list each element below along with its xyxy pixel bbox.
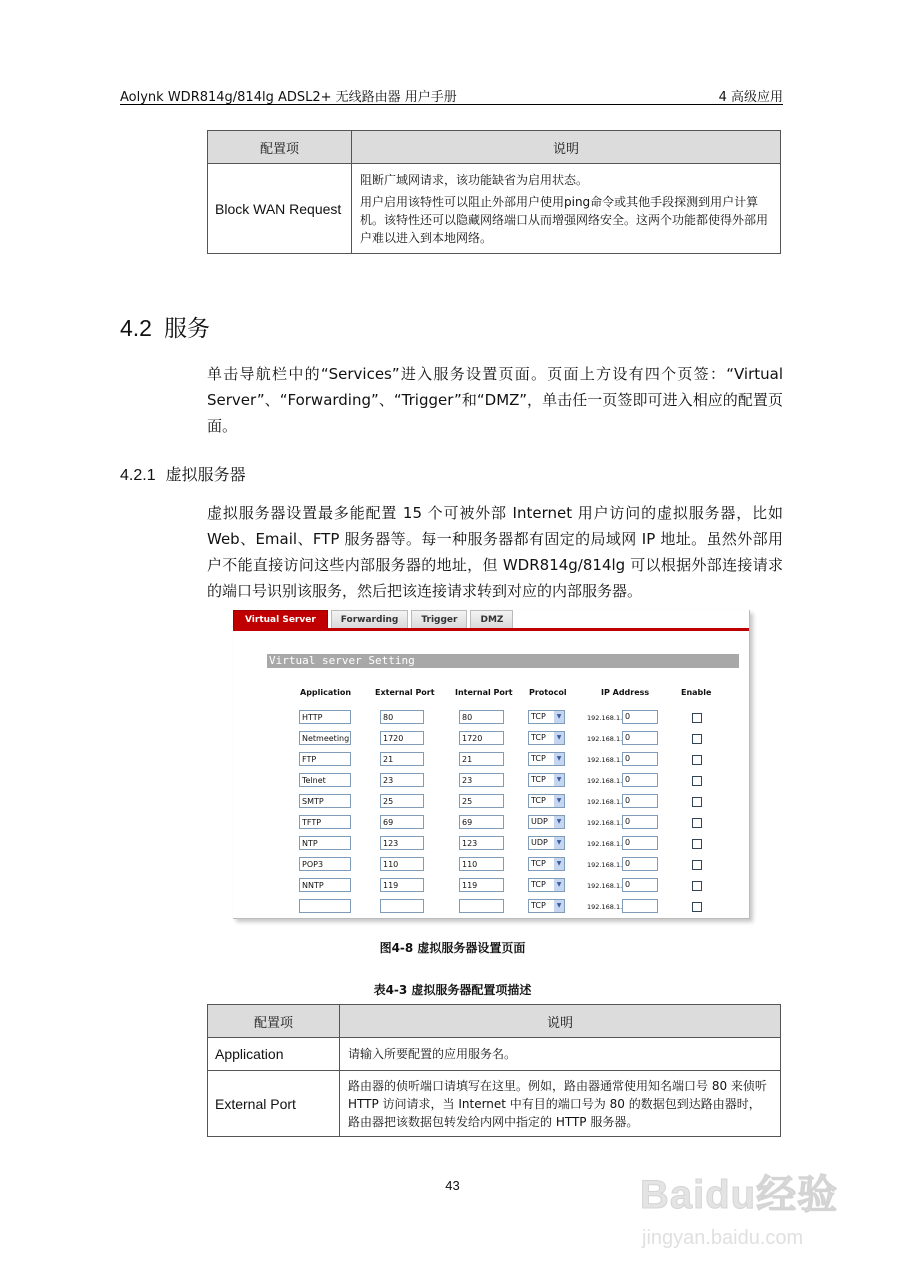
chevron-down-icon: ▼: [554, 795, 564, 807]
protocol-value: TCP: [531, 859, 546, 868]
table-header-key: 配置项: [208, 131, 352, 164]
desc-line: 用户启用该特性可以阻止外部用户使用ping命令或其他手段探测到用户计算机。该特性还可以隐藏网络端口从而增强网络安全。这两个功能都使得外部用户难以进入到本地网络。: [360, 194, 769, 245]
table-row: [208, 164, 781, 254]
chevron-down-icon: ▼: [554, 858, 564, 870]
protocol-value: UDP: [531, 817, 548, 826]
protocol-value: TCP: [531, 901, 546, 910]
protocol-value: UDP: [531, 838, 548, 847]
paragraph-services: 单击导航栏中的“Services”进入服务设置页面。页面上方设有四个页签：“Virtual Server”、“Forwarding”、“Trigger”和“DMZ”，单击任一页签即可进入相应的配置页面。: [207, 365, 783, 435]
baidu-watermark: [640, 1143, 850, 1273]
protocol-value: TCP: [531, 796, 546, 805]
header-rule: [120, 104, 783, 105]
column-header-application: Application: [300, 688, 352, 697]
ip-address-input[interactable]: 0: [622, 836, 658, 850]
ip-prefix: 192.168.1.: [587, 819, 623, 827]
table-row: [233, 836, 749, 852]
table-cell-key: Block WAN Request: [208, 164, 352, 254]
table-row: [233, 731, 749, 747]
column-header-protocol: Protocol: [529, 688, 567, 697]
protocol-select[interactable]: [528, 731, 565, 745]
enable-checkbox[interactable]: [692, 776, 702, 786]
table-row: [208, 1038, 781, 1071]
subsection-heading: [120, 462, 246, 485]
internal-port-input[interactable]: 25: [459, 794, 504, 808]
ip-address-input[interactable]: 0: [622, 857, 658, 871]
internal-port-input[interactable]: [459, 899, 504, 913]
ip-address-input[interactable]: 0: [622, 794, 658, 808]
table-row: [233, 899, 749, 915]
ip-prefix: 192.168.1.: [587, 882, 623, 890]
application-input[interactable]: FTP: [299, 752, 351, 766]
external-port-input[interactable]: 110: [380, 857, 424, 871]
ip-prefix: 192.168.1.: [587, 735, 623, 743]
subsection-number: 4.2.1: [120, 467, 156, 484]
protocol-select[interactable]: [528, 857, 565, 871]
protocol-select[interactable]: [528, 794, 565, 808]
external-port-input[interactable]: 23: [380, 773, 424, 787]
enable-checkbox[interactable]: [692, 734, 702, 744]
application-input[interactable]: Telnet: [299, 773, 351, 787]
ip-prefix: 192.168.1.: [587, 714, 623, 722]
enable-checkbox[interactable]: [692, 881, 702, 891]
chevron-down-icon: ▼: [554, 732, 564, 744]
running-header-left: Aolynk WDR814g/814lg ADSL2+ 无线路由器 用户手册: [120, 90, 457, 105]
protocol-select[interactable]: [528, 710, 565, 724]
page-number: 43: [445, 1178, 460, 1193]
external-port-input[interactable]: 1720: [380, 731, 424, 745]
ip-prefix: 192.168.1.: [587, 840, 623, 848]
subsection-title: 虚拟服务器: [165, 465, 246, 484]
tab-trigger[interactable]: Trigger: [411, 610, 467, 629]
enable-checkbox[interactable]: [692, 713, 702, 723]
config-table-block-wan: [207, 130, 781, 254]
chevron-down-icon: ▼: [554, 879, 564, 891]
chevron-down-icon: ▼: [554, 711, 564, 723]
watermark-logo-text: Baidu经验: [640, 1173, 839, 1217]
config-table-virtual-server: [207, 1004, 781, 1137]
column-header-ip-address: IP Address: [601, 688, 650, 697]
external-port-input[interactable]: 25: [380, 794, 424, 808]
ip-prefix: 192.168.1.: [587, 777, 623, 785]
desc-line: 阻断广域网请求，该功能缺省为启用状态。: [360, 172, 589, 187]
enable-checkbox[interactable]: [692, 755, 702, 765]
section-title: 服务: [163, 316, 210, 342]
ip-address-input[interactable]: 0: [622, 878, 658, 892]
table-row: [208, 1071, 781, 1137]
protocol-select[interactable]: [528, 899, 565, 913]
external-port-input[interactable]: 80: [380, 710, 424, 724]
tab-bar: [233, 610, 516, 629]
ip-prefix: 192.168.1.: [587, 798, 623, 806]
chevron-down-icon: ▼: [554, 816, 564, 828]
application-input[interactable]: NNTP: [299, 878, 351, 892]
protocol-value: TCP: [531, 880, 546, 889]
application-input[interactable]: NTP: [299, 836, 351, 850]
protocol-value: TCP: [531, 754, 546, 763]
table-cell-desc: 路由器的侦听端口请填写在这里。例如，路由器通常使用知名端口号 80 来侦听 HTTP 访问请求，当 Internet 中有目的端口号为 80 的数据包到达路由器时，路由器把该数据包转发给内网中指定的 HTTP 服务器。: [340, 1071, 781, 1137]
virtual-server-screenshot: [233, 610, 750, 919]
ip-prefix: 192.168.1.: [587, 861, 623, 869]
column-header-enable: Enable: [681, 688, 712, 697]
running-header-right: 4 高级应用: [718, 90, 783, 105]
table-header-desc: 说明: [340, 1005, 781, 1038]
settings-section-title: Virtual server Setting: [267, 654, 739, 668]
external-port-input[interactable]: 21: [380, 752, 424, 766]
protocol-select[interactable]: [528, 815, 565, 829]
ip-address-input[interactable]: [622, 899, 658, 913]
table-row: [233, 773, 749, 789]
external-port-input[interactable]: [380, 899, 424, 913]
internal-port-input[interactable]: 23: [459, 773, 504, 787]
application-input[interactable]: HTTP: [299, 710, 351, 724]
table-header-desc: 说明: [352, 131, 781, 164]
paragraph-virtual-server: 虚拟服务器设置最多能配置 15 个可被外部 Internet 用户访问的虚拟服务器，比如Web、Email、FTP 服务器等。每一种服务器都有固定的局域网 IP 地址。虽然外部用户不能直接访问这些内部服务器的地址，但 WDR814g/814lg 可以根据外部连接请求的端口号识别该服务，然后把该连接请求转到对应的内部服务器。: [207, 504, 783, 600]
external-port-input[interactable]: 119: [380, 878, 424, 892]
figure-caption: 图4-8 虚拟服务器设置页面: [379, 941, 526, 955]
internal-port-input[interactable]: 69: [459, 815, 504, 829]
external-port-input[interactable]: 69: [380, 815, 424, 829]
section-heading: [120, 310, 210, 343]
table-row: [233, 815, 749, 831]
tab-dmz[interactable]: DMZ: [470, 610, 513, 629]
enable-checkbox[interactable]: [692, 839, 702, 849]
table-cell-key: External Port: [208, 1071, 340, 1137]
table-row: [233, 710, 749, 726]
tab-forwarding[interactable]: Forwarding: [331, 610, 409, 629]
table-caption: 表4-3 虚拟服务器配置项描述: [373, 983, 532, 997]
table-row: [233, 794, 749, 810]
chevron-down-icon: ▼: [554, 753, 564, 765]
internal-port-input[interactable]: 21: [459, 752, 504, 766]
protocol-value: TCP: [531, 733, 546, 742]
protocol-select[interactable]: [528, 773, 565, 787]
ip-address-input[interactable]: 0: [622, 815, 658, 829]
protocol-select[interactable]: [528, 836, 565, 850]
table-cell-key: Application: [208, 1038, 340, 1071]
tab-virtual-server[interactable]: Virtual Server: [233, 610, 328, 629]
enable-checkbox[interactable]: [692, 902, 702, 912]
internal-port-input[interactable]: 80: [459, 710, 504, 724]
protocol-value: TCP: [531, 712, 546, 721]
application-input[interactable]: [299, 899, 351, 913]
internal-port-input[interactable]: 119: [459, 878, 504, 892]
table-cell-desc: [352, 164, 781, 254]
application-input[interactable]: POP3: [299, 857, 351, 871]
table-header-key: 配置项: [208, 1005, 340, 1038]
ip-address-input[interactable]: 0: [622, 731, 658, 745]
ip-prefix: 192.168.1.: [587, 903, 623, 911]
protocol-value: TCP: [531, 775, 546, 784]
internal-port-input[interactable]: 1720: [459, 731, 504, 745]
application-input[interactable]: Netmeeting: [299, 731, 351, 745]
chevron-down-icon: ▼: [554, 900, 564, 912]
protocol-select[interactable]: [528, 752, 565, 766]
table-cell-desc: 请输入所要配置的应用服务名。: [340, 1038, 781, 1071]
enable-checkbox[interactable]: [692, 860, 702, 870]
external-port-input[interactable]: 123: [380, 836, 424, 850]
ip-prefix: 192.168.1.: [587, 756, 623, 764]
table-row: [233, 857, 749, 873]
tab-underline: [233, 628, 749, 631]
section-number: 4.2: [120, 315, 152, 341]
internal-port-input[interactable]: 110: [459, 857, 504, 871]
enable-checkbox[interactable]: [692, 818, 702, 828]
table-row: [233, 752, 749, 768]
column-header-external-port: External Port: [375, 688, 435, 697]
protocol-select[interactable]: [528, 878, 565, 892]
column-header-internal-port: Internal Port: [455, 688, 513, 697]
watermark-url: jingyan.baidu.com: [642, 1227, 804, 1249]
table-row: [233, 878, 749, 894]
application-input[interactable]: SMTP: [299, 794, 351, 808]
ip-address-input[interactable]: 0: [622, 710, 658, 724]
ip-address-input[interactable]: 0: [622, 752, 658, 766]
enable-checkbox[interactable]: [692, 797, 702, 807]
ip-address-input[interactable]: 0: [622, 773, 658, 787]
chevron-down-icon: ▼: [554, 774, 564, 786]
chevron-down-icon: ▼: [554, 837, 564, 849]
internal-port-input[interactable]: 123: [459, 836, 504, 850]
application-input[interactable]: TFTP: [299, 815, 351, 829]
